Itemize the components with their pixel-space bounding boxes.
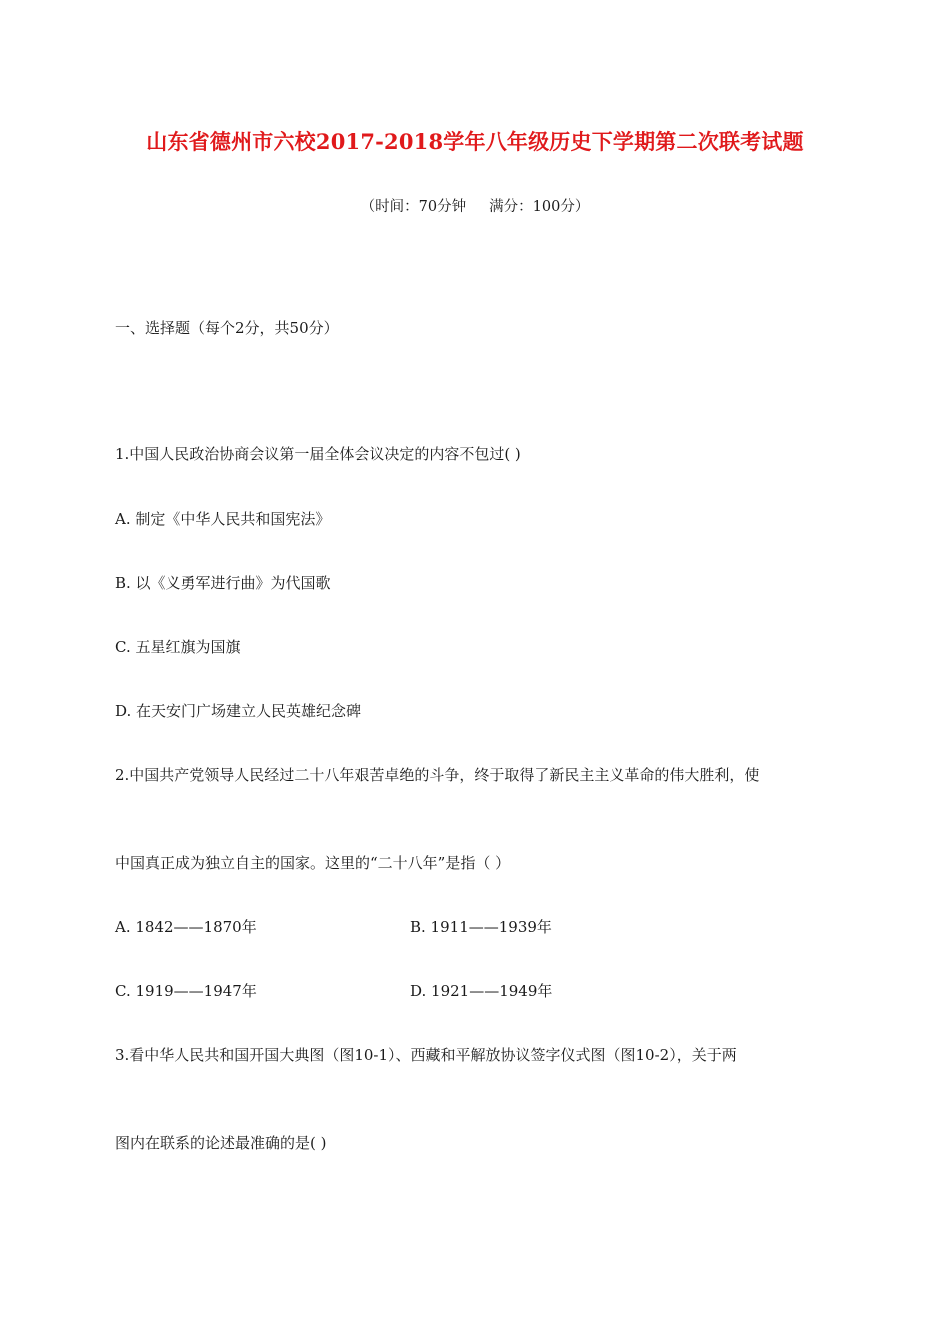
question-3-stem-line-2: 图内在联系的论述最准确的是( ) (115, 1134, 327, 1152)
question-1-option-d: D. 在天安门广场建立人民英雄纪念碑 (115, 702, 362, 720)
question-1-option-b: B. 以《义勇军进行曲》为代国歌 (115, 574, 331, 592)
question-2-option-a: A. 1842——1870年 (115, 918, 257, 936)
question-2-option-c: C. 1919——1947年 (115, 982, 257, 1000)
question-2-option-d: D. 1921——1949年 (410, 982, 553, 1000)
question-2-stem-line-1: 2.中国共产党领导人民经过二十八年艰苦卓绝的斗争，终于取得了新民主主义革命的伟大胜利，使 (115, 766, 760, 784)
document-title: 山东省德州市六校2017-2018学年八年级历史下学期第二次联考试题 (146, 129, 804, 154)
question-3-stem-line-1: 3.看中华人民共和国开国大典图（图10-1）、西藏和平解放协议签字仪式图（图10-2），关于两 (115, 1046, 737, 1064)
question-1-option-a: A. 制定《中华人民共和国宪法》 (115, 510, 331, 528)
question-2-option-b: B. 1911——1939年 (410, 918, 552, 936)
question-2-stem-line-2: 中国真正成为独立自主的国家。这里的“二十八年”是指（ ） (115, 854, 511, 872)
question-1-stem: 1.中国人民政治协商会议第一届全体会议决定的内容不包过( ) (115, 445, 521, 463)
exam-info: （时间：70分钟 满分：100分） (360, 199, 590, 215)
section-heading: 一、选择题（每个2分，共50分） (115, 319, 339, 337)
question-1-option-c: C. 五星红旗为国旗 (115, 638, 241, 656)
